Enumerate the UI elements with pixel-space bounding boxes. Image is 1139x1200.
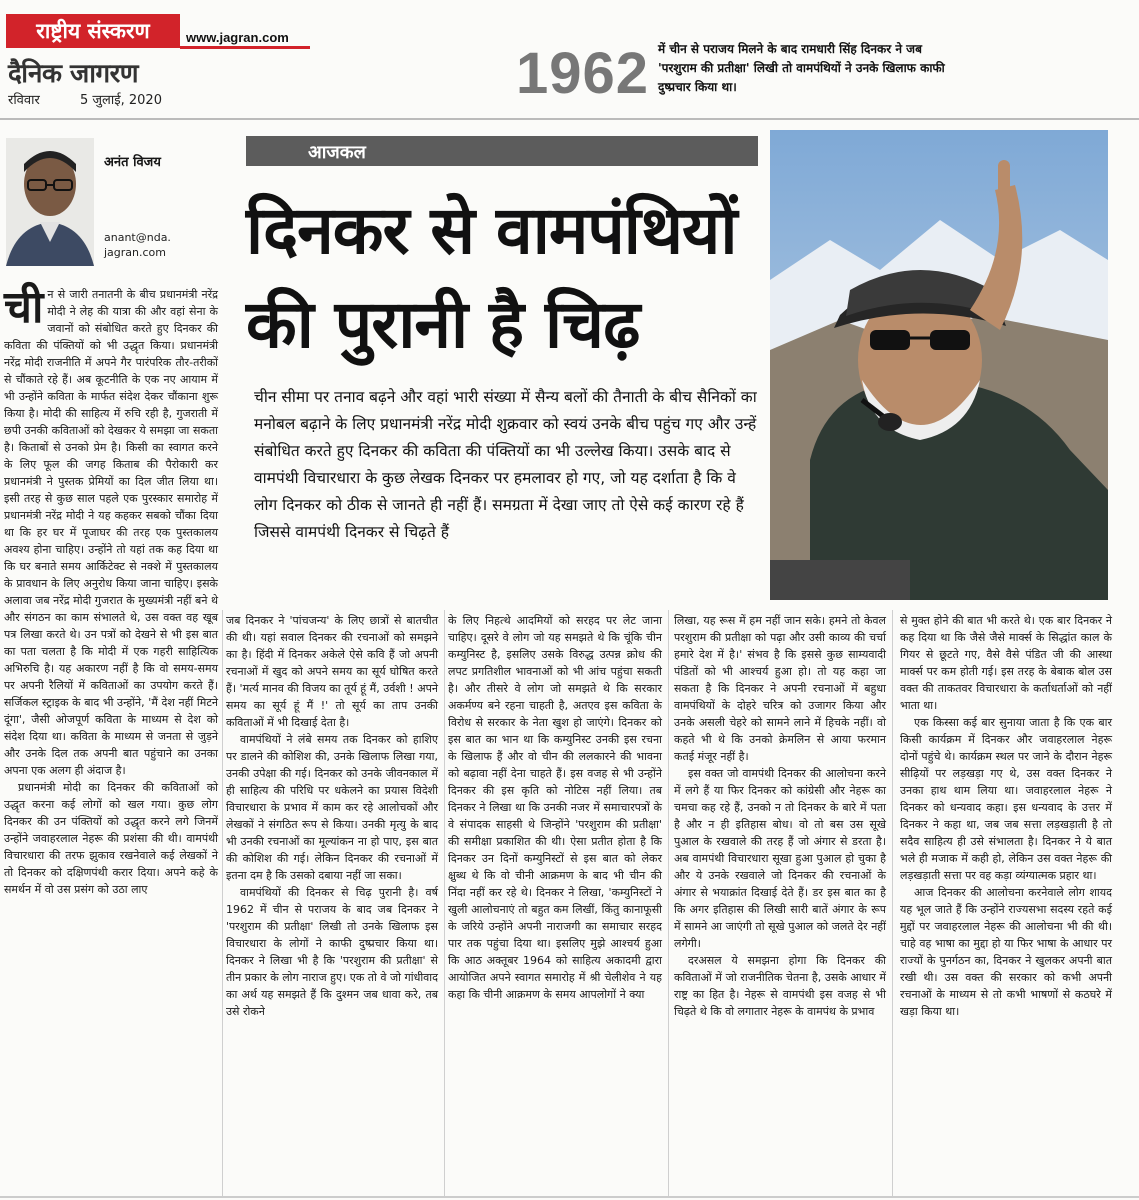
issue-day: रविवार [8, 93, 40, 108]
body-paragraph: इस वक्त जो वामपंथी दिनकर की आलोचना करने में लगे हैं या फिर दिनकर को कांग्रेसी और नेहरू का चमचा कह रहे हैं, उनको न तो दिनकर के बारे में पता है और न ही इतिहास बोध। वो तो बस उस सूखे पुआल के रखवाले की तरह हैं जो अंगार से डरता है। अब वामपंथी विचारधारा सूखा हुआ पुआल हो चुका है और ये उनके रखवाले जो दिनकर की रचनाओं के अंगार से भयाक्रांत दिखाई देते हैं। डर इस बात का है कि अगर इतिहास की लिखी सारी बातें अंगार के रूप में सामने आ जाएंगी तो सूखे पुआल को जलते देर नहीं लगेगी। [674, 767, 886, 950]
body-paragraph: जब दिनकर ने 'पांचजन्य' के लिए छात्रों से बातचीत की थी। यहां सवाल दिनकर की रचनाओं को समझने का है। हिंदी में दिनकर अकेले ऐसे कवि हैं जो अपनी रचनाओं में खुद को अपने समय का सूर्य घोषित करते हैं। 'मर्त्य मानव की विजय का तूर्य हूं मैं, उर्वशी ! अपने समय का सूर्य हूं मैं !' तो सूर्य का ताप उनकी कविताओं में भी दिखाई देता है। [226, 614, 438, 729]
body-paragraph: दरअसल ये समझना होगा कि दिनकर की कविताओं में जो राजनीतिक चेतना है, उसके आधार में राष्ट्र का हित है। नेहरू से वामपंथी इस वजह से भी चिढ़ते थे कि वो लगातार नेहरू के वामपंथ के प्रभाव [674, 954, 886, 1018]
fact-text: में चीन से पराजय मिलने के बाद रामधारी सिंह दिनकर ने जब 'परशुराम की प्रतीक्षा' लिखी तो वामपंथियों ने उनके खिलाफ काफी दुष्प्रचार किया था। [658, 42, 945, 94]
body-paragraph: लिखा, यह रूस में हम नहीं जान सके। हमने तो केवल परशुराम की प्रतीक्षा को पढ़ा और उसी काव्य की चर्चा हमारे देश में है।' संभव है कि इससे कुछ साम्यवादी पंडितों को भी आश्चर्य हुआ हो। तो यह कहा जा सकता है कि दिनकर ने अपनी रचनाओं में बहुधा वामपंथियों के दोहरे चरित्र को उजागर किया और उनके असली चेहरे को सामने लाने में हिचके नहीं। वो कहते भी थे कि उनको क्रेमलिन से आया फरमान कतई मंजूर नहीं है। [674, 614, 886, 763]
section-label [246, 136, 758, 166]
column-divider [222, 610, 223, 1196]
body-paragraph: वामपंथियों की दिनकर से चिढ़ पुरानी है। वर्ष 1962 में चीन से पराजय के बाद जब दिनकर ने 'परशुराम की प्रतीक्षा' लिखी तो उनके खिलाफ इस विचारधारा के लोगों ने काफी दुष्प्रचार किया था। दिनकर ने लिखा भी है कि 'परशुराम की प्रतीक्षा' से तीन प्रकार के लोग नाराज हुए। एक तो वे जो गांधीवाद का अर्थ यह समझते हैं कि दुश्मन जब धावा करे, तब उसे रोकने [226, 886, 438, 1018]
fact-year: 1962 [516, 41, 650, 106]
body-text: न से जारी तनातनी के बीच प्रधानमंत्री नरेंद्र मोदी ने लेह की यात्रा की और वहां सेना के जवानों को संबोधित करते हुए दिनकर की कविता की पंक्तियों को भी उद्धृत किया। प्रधानमंत्री नरेंद्र मोदी राजनीति में अपने गैर पारंपरिक तौर-तरीकों से चौंकाते रहे हैं। अब कूटनीति के एक नए आयाम में भी उन्होंने कविता के मार्फत संदेश देकर चौंकाना शुरू किया है। मोदी की साहित्य में रुचि रही है, गुजराती में छपी उनकी कविताओं को देखकर ये समझा जा सकता है। किताबों से उनको प्रेम है। किसी का स्वागत करने के लिए फूल की जगह किताब की पैरोकारी कर प्रधानमंत्री ने पुस्तक प्रेमियों का दिल जीत लिया था। इसी तरह से कुछ साल पहले एक पुरस्कार समारोह में प्रधानमंत्री नरेंद्र मोदी ने यह कहकर सबको चौंका दिया था कि हर घर में पूजाघर की तरह एक पुस्तकालय अवश्य होना चाहिए। उन्होंने तो यहां तक कह दिया था कि घर बनाते समय आर्किटेक्ट से नक्शे में पुस्तकालय के प्रावधान के लिए अनुरोध किया जाना चाहिए। इसके अलावा जब नरेंद्र मोदी गुजरात के मुख्यमंत्री नहीं बने थे और संगठन का काम संभालते थे, उस वक्त वह खूब पत्र लिखा करते थे। उन पत्रों को देखने से भी इस बात का पता चलता है कि मोदी में एक गहरी साहित्यिक अभिरुचि है। यह अकारण नहीं है कि वो समय-समय पर अपनी रैलियों में कविताओं का उपयोग करते हैं। सर्जिकल स्ट्राइक के बाद भी उन्होंने, 'मैं देश नहीं मिटने दूंगा', जैसी ओजपूर्ण कविता के माध्यम से देश को संदेश दिया था। कविता के माध्यम से जनता से जुड़ने और उनके दिल तक अपनी बात पहुंचाने का उनका अपना एक अलग ही अंदाज है। [4, 288, 218, 777]
issue-date: 5 जुलाई, 2020 [80, 93, 162, 108]
edition-banner: राष्ट्रीय संस्करण [6, 14, 180, 48]
body-paragraph: के लिए निहत्थे आदमियों को सरहद पर लेट जाना चाहिए। दूसरे वे लोग जो यह समझते थे कि चूंकि चीन कम्युनिस्ट है, इसलिए उसके विरुद्ध उत्पन्न क्रोध की लपट प्रगतिशील भावनाओं को भी आंच पहुंचा सकती है। और तीसरे वे लोग जो समझते थे कि सरकार अकर्मण्य बने रहना चाहती है, अतएव इस कविता के विरोध से सरकार के नेता खुश हो जाएंगे। दिनकर को इस बात का भान था कि कम्युनिस्ट उनकी इस रचना के खिलाफ हैं और वो चीन की ललकारने की भावना को बढ़ावा नहीं देना चाहते हैं। इस वजह से भी उन्होंने दिनकर की इस कृति को नोटिस नहीं लिया। तब दिनकर ने लिखा था कि उनकी नजर में समाचारपत्रों के वे संपादक साहसी थे जिन्होंने 'परशुराम की प्रतीक्षा' की समीक्षा प्रकाशित की थी। ऐसा प्रतीत होता है कि दिनकर उन दिनों कम्युनिस्टों से इस बात को लेकर क्षुब्ध थे कि वो चीनी आक्रमण के बाद भी चीन की निंदा नहीं कर रहे थे। दिनकर ने लिखा, 'कम्युनिस्टों ने खुली आलोचनाएं तो बहुत कम लिखीं, किंतु कानाफूसी के जरिये उन्होंने अपनी नाराजगी का समाचार सरहद पार तक पहुंचा दिया था। इसलिए मुझे आश्चर्य हुआ कि आठ अक्तूबर 1964 को साहित्य अकादमी द्वारा आयोजित अपने स्वागत समारोह में श्री चेलीशेव ने यह कहा कि चीनी आक्रमण के समय आपलोगों ने क्या [448, 614, 662, 1001]
section-label-text: आजकल [308, 142, 366, 163]
body-column-2 [226, 612, 438, 1020]
body-column-3 [448, 612, 662, 1003]
headline [246, 184, 766, 372]
website-link[interactable]: www.jagran.com [186, 30, 289, 45]
body-paragraph: वामपंथियों ने लंबे समय तक दिनकर को हाशिए पर डालने की कोशिश की, उनके खिलाफ लिखा गया, उनकी उपेक्षा की गई। दिनकर को उनके जीवनकाल में ही साहित्य की परिधि पर धकेलने का प्रयास विदेशी विचारधारा के प्रभाव में काम कर रहे आलोचकों और लेखकों ने संगठित रूप से किया। उनकी मृत्यु के बाद भी उनकी रचनाओं का मूल्यांकन ना हो पाए, इस बात की कोशिश की गई। लेकिन दिनकर की रचनाओं में इतना दम है कि उसको दबाया नहीं जा सका। [226, 733, 438, 882]
header-rule [0, 118, 1139, 120]
body-paragraph [4, 282, 218, 779]
headline-line1: दिनकर से वामपंथियों [246, 192, 737, 269]
author-email-line2: jagran.com [104, 246, 167, 259]
author-email[interactable] [104, 230, 224, 260]
body-paragraph: एक किस्सा कई बार सुनाया जाता है कि एक बार किसी कार्यक्रम में दिनकर और जवाहरलाल नेहरू दोनों पहुंचे थे। कार्यक्रम स्थल पर जाने के दौरान नेहरू सीढ़ियों पर लड़खड़ा गए थे, उस वक्त दिनकर ने उनका हाथ थाम लिया था। जवाहरलाल नेहरू ने दिनकर को धन्यवाद कहा। इस धन्यवाद के उत्तर में दिनकर ने कहा था, जब जब सत्ता लड़खड़ाती है तो सदैव साहित्य ही उसे संभालता है। दिनकर ने ये बात भले ही मजाक में कही हो, लेकिन उस वक्त नेहरू की लड़खड़ाती सत्ता पर वह कड़ा व्यंग्यात्मक प्रहार था। [900, 716, 1112, 882]
article-deck: चीन सीमा पर तनाव बढ़ने और वहां भारी संख्या में सैन्य बलों की तैनाती के बीच सैनिकों का मनोबल बढ़ाने के लिए प्रधानमंत्री नरेंद्र मोदी शुक्रवार को स्वयं उनके बीच पहुंच गए और उन्हें संबोधित करते हुए दिनकर की कविता की पंक्तियों का भी उल्लेख किया। उसके बाद से वामपंथी विचारधारा के कुछ लेखक दिनकर पर हमलावर हो गए, जो यह दर्शाता है कि वे लोग दिनकर को ठीक से जानते ही नहीं हैं। समग्रता में देखा जाए तो ऐसे कई कारण रहे हैं जिससे वामपंथी दिनकर से चिढ़ते हैं [254, 388, 757, 541]
lead-photo [770, 130, 1108, 600]
body-column-1 [4, 282, 218, 898]
body-paragraph: प्रधानमंत्री मोदी का दिनकर की कविताओं को उद्धृत करना कई लोगों को खल गया। कुछ लोग दिनकर की उन पंक्तियों को उद्धृत करने लगे जिनमें उन्होंने जवाहरलाल नेहरू की प्रशंसा की थी। वामपंथी विचारधारा की तरफ झुकाव रखनेवाले कई लेखकों ने तो दिनकर को दक्षिणपंथी करार दिया। अपने कहे के समर्थन में वो उस प्रसंग को उठा लाए [4, 781, 218, 896]
body-column-4 [674, 612, 886, 1020]
dropcap: ची [4, 282, 44, 333]
author-name: अनंत विजय [104, 155, 161, 170]
body-paragraph: से मुक्त होने की बात भी करते थे। एक बार दिनकर ने कह दिया था कि जैसे जैसे मार्क्स के सिद्धांत काल के गियर से छूटते गए, वैसे वैसे पंडित जी की आस्था मार्क्स पर कम होती गई। इस तरह के बेबाक बोल उस वक्त की ताकतवर विचारधारा के कर्ताधर्ताओं को नहीं भाता था। [900, 614, 1112, 712]
column-divider [444, 610, 445, 1196]
body-paragraph: आज दिनकर की आलोचना करनेवाले लोग शायद यह भूल जाते हैं कि उन्होंने राज्यसभा सदस्य रहते कई मुद्दों पर जवाहरलाल नेहरू की आलोचना भी की थी। चाहे वह भाषा का मुद्दा हो या फिर भाषा के आधार पर राज्यों के पुनर्गठन का, दिनकर ने खुलकर अपनी बात रखी थी। उस वक्त की सरकार को कभी अपनी रचनाओं के माध्यम से तो कभी भाषणों से कठघरे में खड़ा किया था। [900, 886, 1112, 1018]
column-divider [668, 610, 669, 1196]
body-column-5 [900, 612, 1112, 1020]
header-red-line [180, 46, 310, 49]
paper-masthead: दैनिक जागरण [8, 59, 139, 89]
bottom-rule [0, 1196, 1139, 1198]
headline-line2: की पुरानी है चिढ़ [246, 286, 640, 363]
author-photo [6, 138, 94, 266]
column-divider [892, 610, 893, 1196]
author-email-line1: anant@nda. [104, 231, 171, 244]
